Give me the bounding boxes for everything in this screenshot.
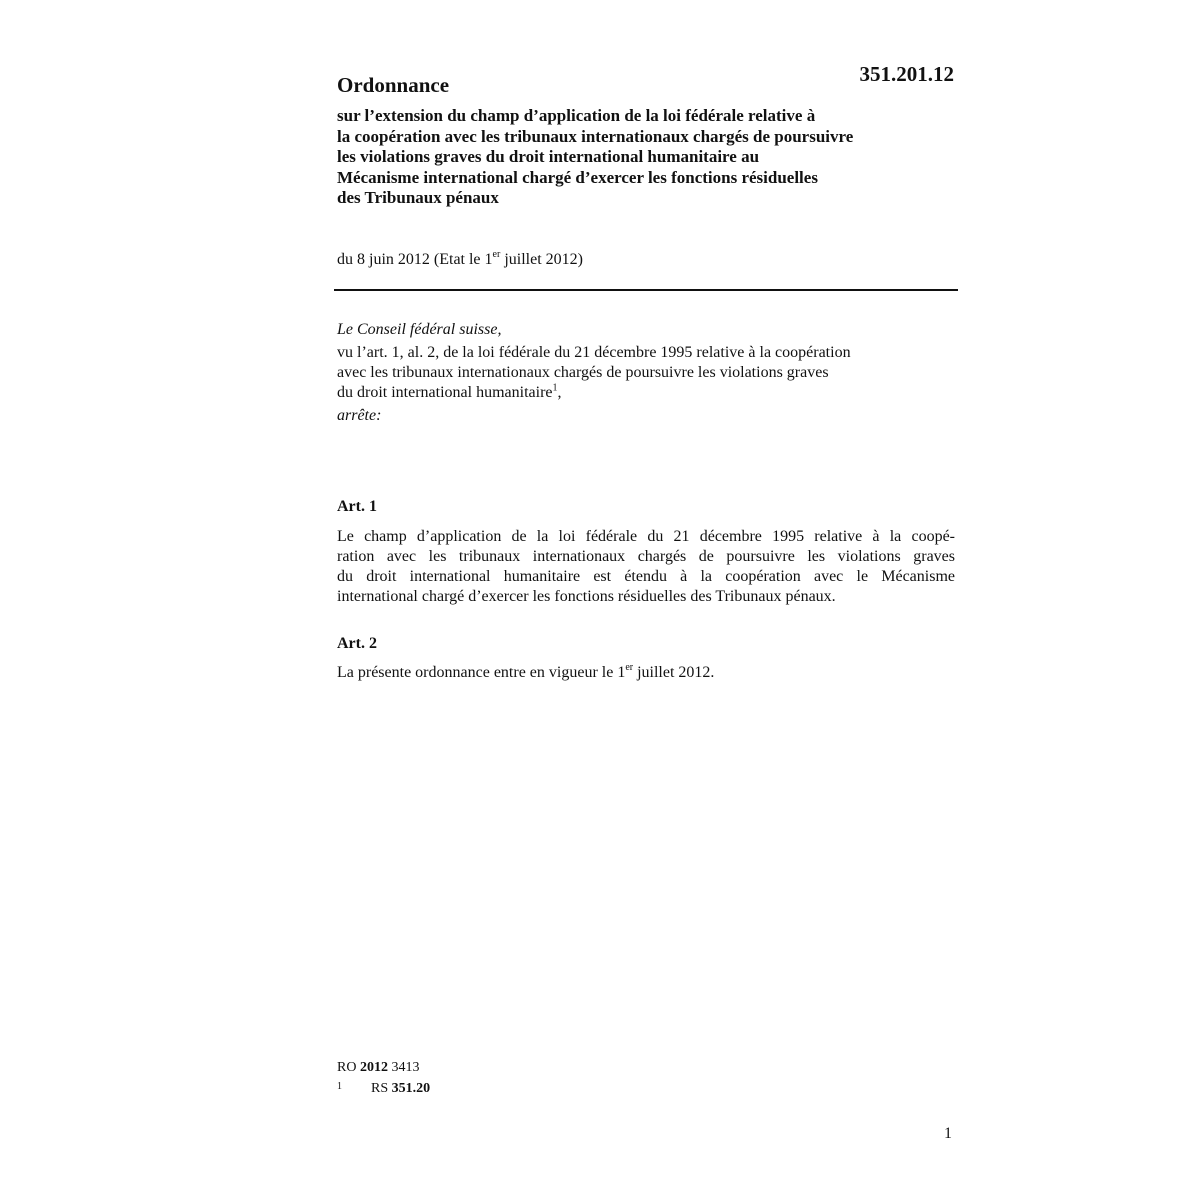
date-superscript: er bbox=[492, 248, 501, 260]
date-suffix: juillet 2012) bbox=[500, 251, 583, 268]
document-date bbox=[337, 249, 583, 271]
preamble-line: vu l’art. 1, al. 2, de la loi fédérale du 21 décembre 1995 relative à la coopération bbox=[337, 344, 851, 361]
official-compilation-ref bbox=[337, 1059, 419, 1077]
subtitle-line: des Tribunaux pénaux bbox=[337, 188, 499, 207]
article-1-line: ration avec les tribunaux internationaux chargés de poursuivre les violations graves bbox=[337, 548, 955, 565]
ro-page: 3413 bbox=[387, 1060, 420, 1075]
footnote-reference[interactable]: 1 bbox=[552, 382, 558, 394]
article-2-line bbox=[337, 663, 955, 683]
article-1-body bbox=[337, 527, 955, 607]
subtitle-line: la coopération avec les tribunaux internationaux chargés de poursuivre bbox=[337, 126, 854, 146]
article-1-line: international chargé d’exercer les fonctions résiduelles des Tribunaux pénaux. bbox=[337, 588, 836, 605]
footnote-1 bbox=[337, 1080, 430, 1098]
article-2-text-suffix: juillet 2012. bbox=[633, 664, 715, 681]
article-1-title: Art. 1 bbox=[337, 498, 377, 515]
document-number: 351.201.12 bbox=[859, 62, 954, 86]
document-subtitle bbox=[337, 106, 957, 209]
ro-year: 2012 bbox=[359, 1060, 388, 1075]
footnote-link[interactable]: 351.20 bbox=[391, 1081, 431, 1096]
page-number: 1 bbox=[944, 1125, 952, 1142]
article-2-superscript: er bbox=[625, 661, 634, 673]
preamble-line-text: du droit international humanitaire bbox=[337, 384, 553, 401]
ro-prefix: RO bbox=[337, 1060, 360, 1075]
preamble-line-last bbox=[337, 383, 957, 403]
preamble-trailing: , bbox=[557, 384, 562, 401]
article-2-body bbox=[337, 663, 955, 683]
article-2-text-prefix: La présente ordonnance entre en vigueur le 1 bbox=[337, 664, 626, 681]
article-1-line: Le champ d’application de la loi fédérale du 21 décembre 1995 relative à la coopé- bbox=[337, 528, 955, 545]
subtitle-line: les violations graves du droit international humanitaire au bbox=[337, 147, 760, 166]
date-prefix: du 8 juin 2012 (Etat le 1 bbox=[337, 251, 493, 268]
preamble-decree: arrête: bbox=[337, 407, 382, 424]
article-2-title: Art. 2 bbox=[337, 635, 377, 652]
subtitle-line: sur l’extension du champ d’application de la loi fédérale relative à bbox=[337, 106, 816, 125]
footnote-number: 1 bbox=[337, 1081, 342, 1092]
article-1-line: du droit international humanitaire est étendu à la coopération avec le Mécanisme bbox=[337, 568, 955, 585]
document-title: Ordonnance bbox=[337, 73, 450, 97]
footnote-prefix: RS bbox=[371, 1081, 392, 1096]
preamble-line: avec les tribunaux internationaux chargés de poursuivre les violations graves bbox=[337, 364, 829, 381]
preamble-authority: Le Conseil fédéral suisse, bbox=[337, 321, 502, 338]
subtitle-line: Mécanisme international chargé d’exercer les fonctions résiduelles bbox=[337, 167, 818, 187]
preamble bbox=[337, 320, 957, 426]
header-divider bbox=[334, 289, 958, 291]
